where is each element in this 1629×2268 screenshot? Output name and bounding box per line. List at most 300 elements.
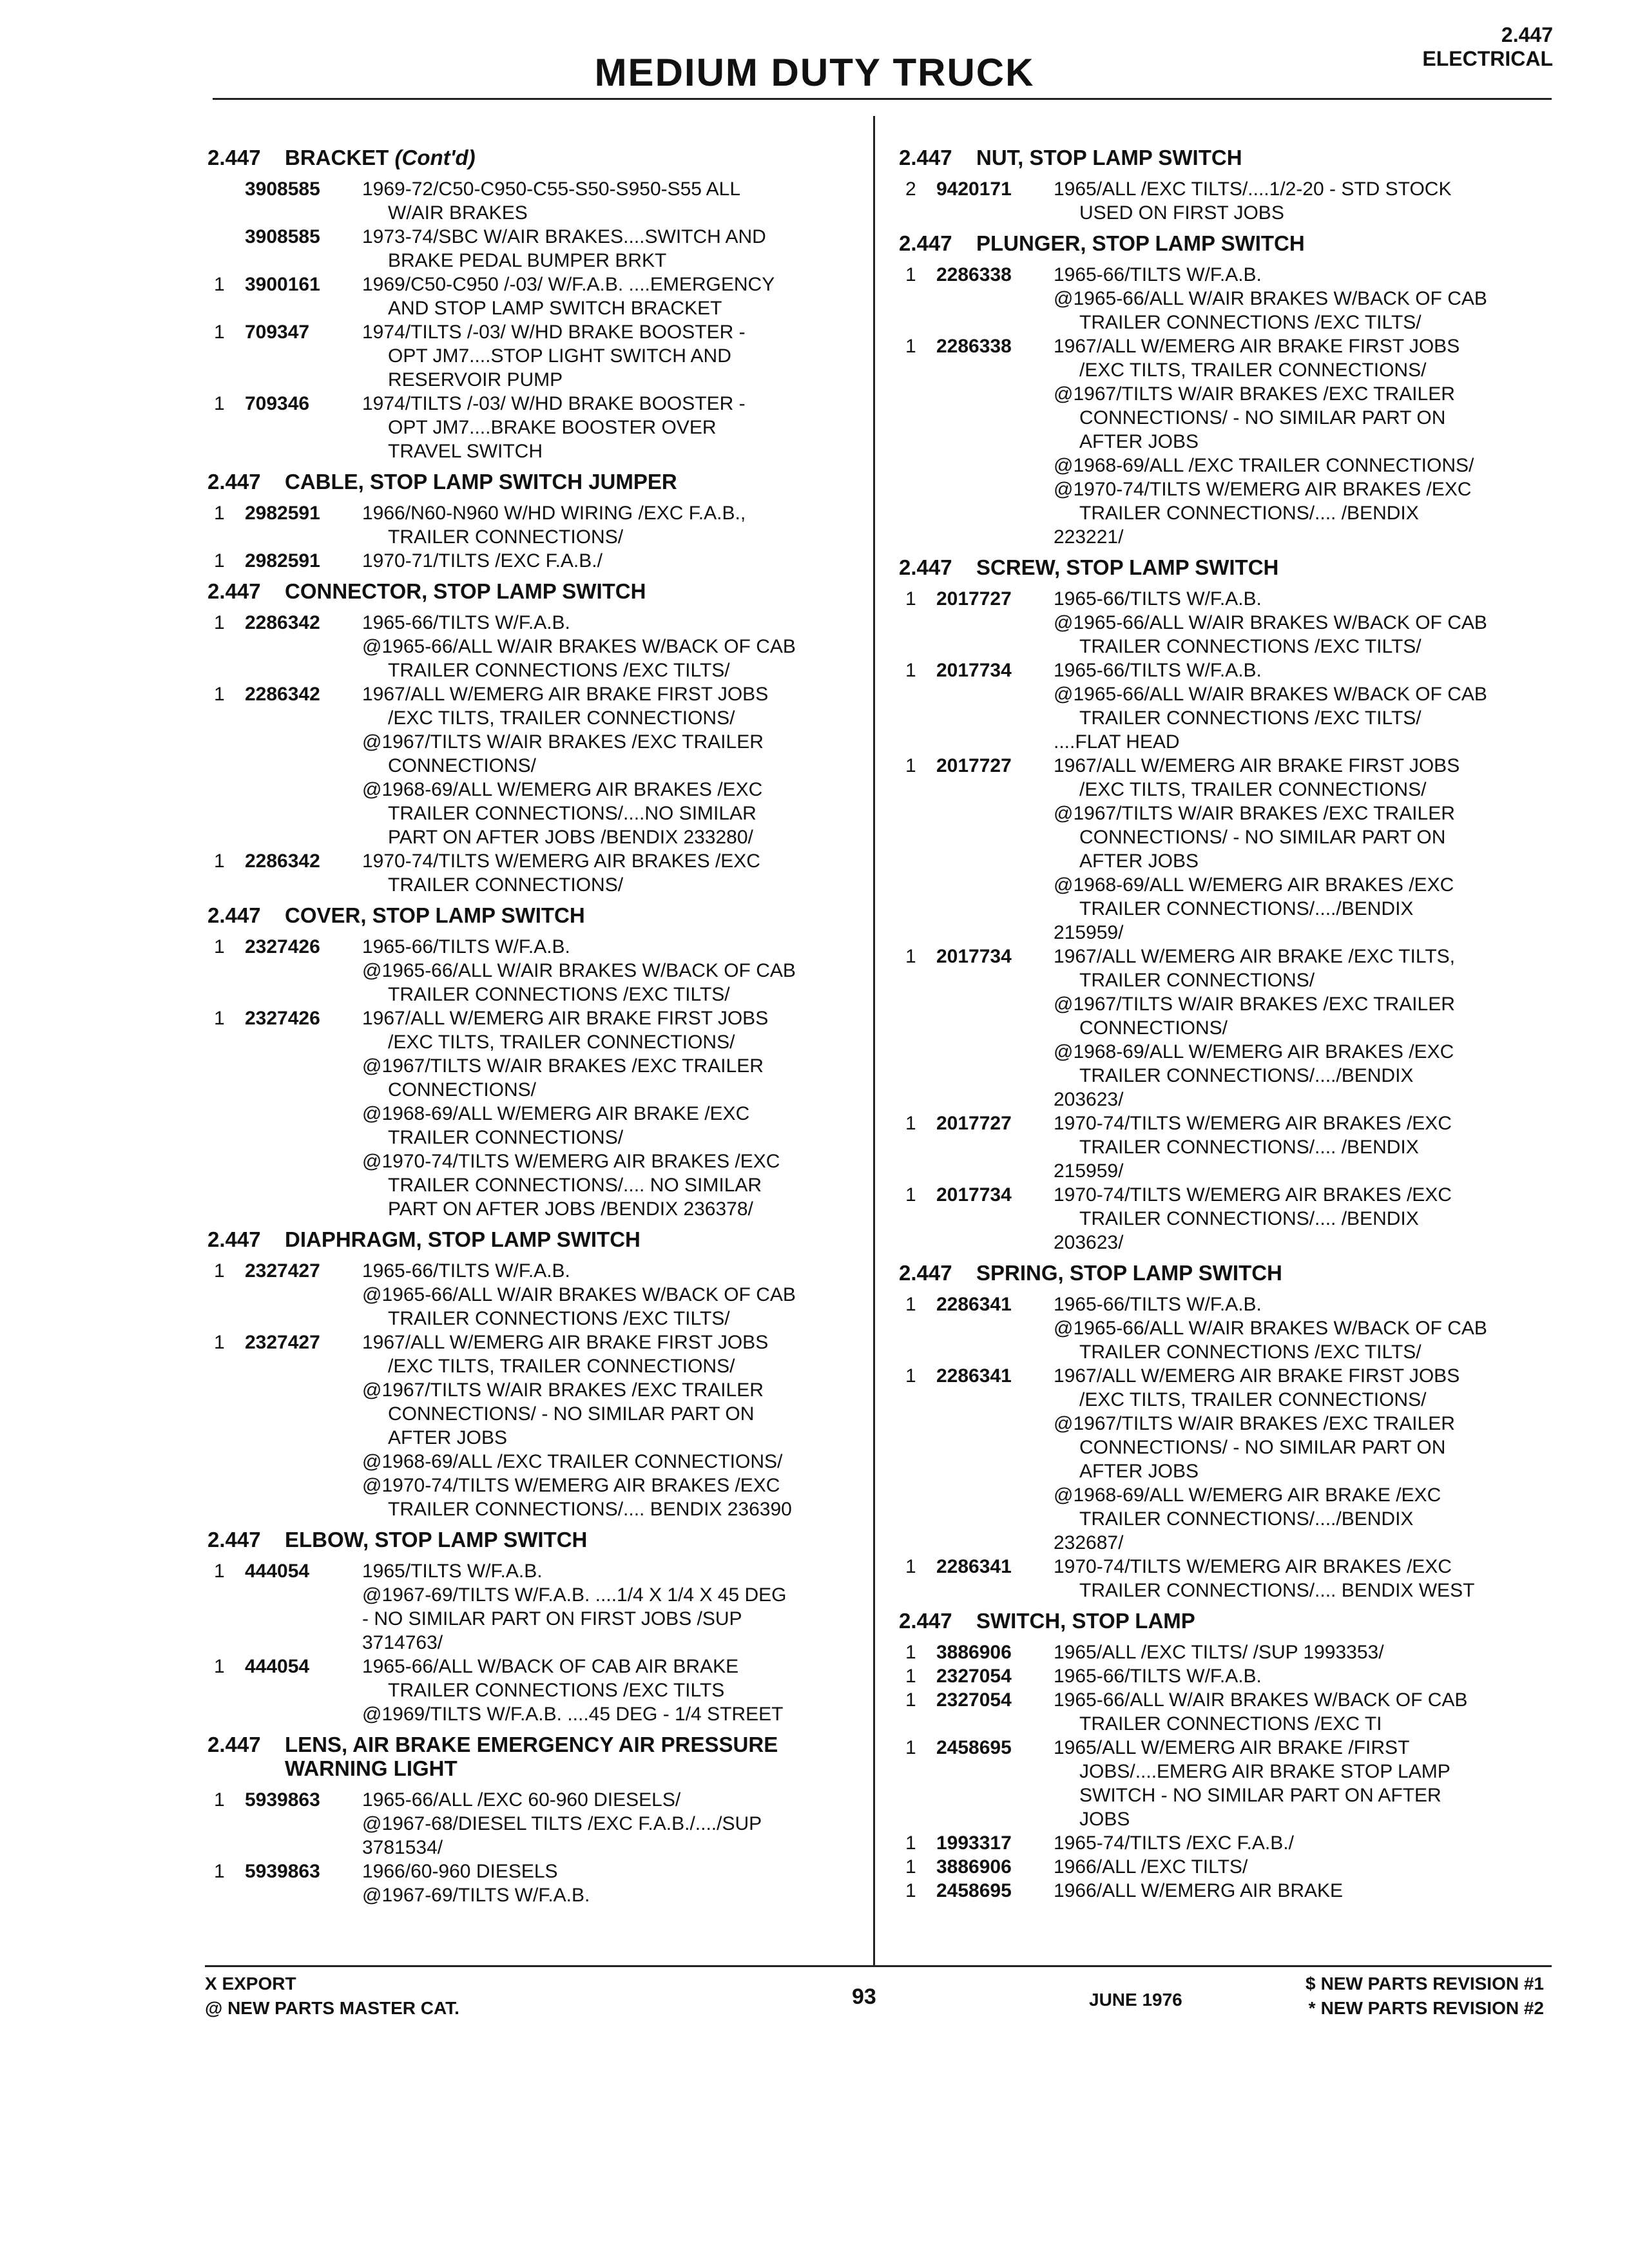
description-line: TRAILER CONNECTIONS /EXC TI [1079,1713,1382,1735]
part-description [1054,754,1569,945]
section-code: 2.447 [207,470,261,494]
part-row [899,754,1569,945]
part-number: 2458695 [936,1880,1012,1901]
description-line: 1965/ALL W/EMERG AIR BRAKE /FIRST [1054,1737,1410,1758]
part-row [899,177,1569,225]
description-line: TRAILER CONNECTIONS /EXC TILTS/ [1079,1341,1422,1363]
section-name-text: BRACKET [285,146,389,169]
description-line: @1968-69/ALL W/EMERG AIR BRAKE /EXC [1054,1485,1441,1506]
part-quantity: 1 [214,850,225,872]
part-quantity: 1 [905,660,916,681]
description-line: 1967/ALL W/EMERG AIR BRAKE FIRST JOBS [362,1008,769,1029]
part-row [207,1006,865,1221]
part-row [899,263,1569,334]
part-description [362,1559,865,1655]
section-code: 2.447 [207,1528,261,1552]
part-quantity [207,177,245,225]
revision-2 [1296,1996,1544,2021]
description-line: AFTER JOBS [1079,850,1199,872]
description-line: ....FLAT HEAD [1054,731,1180,753]
part-description [1054,177,1569,225]
section-heading [899,1609,1569,1633]
description-line: @1970-74/TILTS W/EMERG AIR BRAKES /EXC [362,1151,780,1172]
part-number: 444054 [245,1656,310,1677]
part-quantity: 1 [905,1666,916,1687]
description-line: TRAILER CONNECTIONS/..../BENDIX [1079,1065,1414,1086]
description-line: RESERVOIR PUMP [388,369,563,390]
description-line: PART ON AFTER JOBS /BENDIX 236378/ [388,1198,753,1220]
description-line: @1968-69/ALL W/EMERG AIR BRAKES /EXC [1054,874,1454,896]
part-number: 2327427 [245,1260,320,1282]
part-number: 2286342 [245,612,320,633]
section-name [285,579,865,603]
description-line: 1966/60-960 DIESELS [362,1861,558,1882]
part-quantity: 1 [905,1880,916,1901]
part-number: 5939863 [245,1789,320,1811]
part-description [1054,1555,1569,1602]
part-row [207,320,865,392]
description-line: CONNECTIONS/ [1079,1017,1228,1039]
description-line: /EXC TILTS, TRAILER CONNECTIONS/ [1079,779,1427,800]
part-number: 2327426 [245,1008,320,1029]
description-line: @1968-69/ALL /EXC TRAILER CONNECTIONS/ [362,1451,783,1472]
description-line: TRAILER CONNECTIONS/ [1079,970,1315,991]
section-heading [207,1528,865,1552]
description-line: 3781534/ [362,1837,443,1858]
part-number: 5939863 [245,1861,320,1882]
part-row [207,1655,865,1726]
part-number: 709346 [245,393,310,414]
part-quantity: 1 [214,1656,225,1677]
section-name [285,470,865,494]
part-number: 3908585 [245,178,320,200]
parts-section [207,146,865,463]
part-quantity: 1 [214,550,225,572]
parts-section [207,579,865,897]
description-line: 1970-71/TILTS /EXC F.A.B./ [362,550,602,572]
part-row [899,1855,1569,1879]
description-line: CONNECTIONS/ [388,1079,537,1100]
description-line: TRAILER CONNECTIONS/.... /BENDIX [1079,1137,1419,1158]
description-line: 1965-66/TILTS W/F.A.B. [362,936,570,957]
footer-rule [205,1965,1552,1967]
part-quantity: 1 [905,1184,916,1206]
part-description [362,549,865,573]
part-description [362,935,865,1006]
part-row [207,501,865,549]
section-name-text: SWITCH, STOP LAMP [976,1609,1195,1633]
description-line: 1965/TILTS W/F.A.B. [362,1561,543,1582]
description-line: BRAKE PEDAL BUMPER BRKT [388,250,667,271]
part-number: 2286341 [936,1365,1012,1387]
description-line: TRAILER CONNECTIONS/....NO SIMILAR [388,803,757,824]
part-number: 2286342 [245,684,320,705]
column-divider [873,116,875,1965]
part-row [899,334,1569,549]
description-line: TRAILER CONNECTIONS /EXC TILTS/ [1079,636,1422,657]
description-line: @1968-69/ALL W/EMERG AIR BRAKES /EXC [1054,1041,1454,1062]
description-line: 1965/ALL /EXC TILTS/....1/2-20 - STD STOCK [1054,178,1452,200]
part-row [207,1788,865,1860]
part-description [1054,1640,1569,1664]
part-quantity: 1 [214,1789,225,1811]
description-line: 1967/ALL W/EMERG AIR BRAKE FIRST JOBS [1054,1365,1460,1387]
part-number: 2286341 [936,1294,1012,1315]
part-row [207,935,865,1006]
section-code: 2.447 [899,1609,952,1633]
part-description [362,1259,865,1331]
description-line: CONNECTIONS/ - NO SIMILAR PART ON [388,1403,755,1425]
description-line: TRAILER CONNECTIONS /EXC TILTS/ [1079,312,1422,333]
left-column [207,140,865,1914]
part-row [207,1331,865,1521]
part-number: 2458695 [936,1737,1012,1758]
description-line: TRAILER CONNECTIONS/ [388,874,624,896]
description-line: @1967-68/DIESEL TILTS /EXC F.A.B./..../SUP [362,1813,762,1834]
part-number: 9420171 [936,178,1012,200]
part-quantity: 1 [214,322,225,343]
part-description [1054,1183,1569,1254]
part-number: 2982591 [245,503,320,524]
part-row [207,549,865,573]
section-name [285,146,865,169]
part-row [207,177,865,225]
description-line: TRAILER CONNECTIONS/.... BENDIX 236390 [388,1499,792,1520]
part-row [207,392,865,463]
description-line: 1967/ALL W/EMERG AIR BRAKE FIRST JOBS [362,1332,769,1353]
parts-section [207,903,865,1221]
description-line: @1967/TILTS W/AIR BRAKES /EXC TRAILER [1054,994,1455,1015]
description-line: @1967/TILTS W/AIR BRAKES /EXC TRAILER [1054,383,1455,405]
part-description [362,392,865,463]
footer-legend [205,1972,459,2021]
description-line: @1968-69/ALL W/EMERG AIR BRAKES /EXC [362,779,763,800]
part-number: 709347 [245,322,310,343]
description-line: 1967/ALL W/EMERG AIR BRAKE FIRST JOBS [1054,336,1460,357]
section-name-text: ELBOW, STOP LAMP SWITCH [285,1528,588,1552]
description-line: /EXC TILTS, TRAILER CONNECTIONS/ [1079,360,1427,381]
section-heading [899,231,1569,255]
section-name-text: PLUNGER, STOP LAMP SWITCH [976,231,1305,255]
part-row [899,1293,1569,1364]
description-line: 1965-66/TILTS W/F.A.B. [1054,660,1262,681]
part-row [207,611,865,682]
parts-section [207,470,865,573]
description-line: PART ON AFTER JOBS /BENDIX 233280/ [388,827,753,848]
part-description [1054,945,1569,1111]
description-line: 1965-74/TILTS /EXC F.A.B./ [1054,1832,1294,1854]
description-line: @1967/TILTS W/AIR BRAKES /EXC TRAILER [1054,803,1455,824]
section-code: 2.447 [207,579,261,603]
description-line: 1974/TILTS /-03/ W/HD BRAKE BOOSTER - [362,393,746,414]
part-quantity: 1 [905,1832,916,1854]
part-row [899,1879,1569,1903]
description-line: TRAILER CONNECTIONS /EXC TILTS/ [388,984,730,1005]
section-code: 2.447 [899,146,952,169]
description-line: @1967/TILTS W/AIR BRAKES /EXC TRAILER [362,731,764,753]
part-description [362,1860,865,1907]
publication-date: JUNE 1976 [1089,1990,1182,2010]
section-name [285,1227,865,1251]
description-line: @1967-69/TILTS W/F.A.B. [362,1885,590,1906]
part-row [207,1559,865,1655]
description-line: AFTER JOBS [388,1427,508,1448]
part-quantity: 1 [905,755,916,776]
part-number: 2327427 [245,1332,320,1353]
legend-export: X EXPORT [205,1974,296,1994]
page-code-number: 2.447 [1501,23,1553,46]
part-number: 3908585 [245,226,320,247]
description-line: @1965-66/ALL W/AIR BRAKES W/BACK OF CAB [362,636,796,657]
section-name [976,1609,1569,1633]
part-quantity: 1 [214,274,225,295]
description-line: TRAVEL SWITCH [388,441,543,462]
part-description [362,273,865,320]
section-name [285,903,865,927]
description-line: - NO SIMILAR PART ON FIRST JOBS /SUP [362,1608,742,1629]
description-line: AND STOP LAMP SWITCH BRACKET [388,298,722,319]
description-line: 203623/ [1054,1232,1124,1253]
section-heading [207,146,865,169]
description-line: /EXC TILTS, TRAILER CONNECTIONS/ [388,1356,735,1377]
description-line: W/AIR BRAKES [388,202,528,224]
description-line: 1965-66/ALL W/BACK OF CAB AIR BRAKE [362,1656,739,1677]
part-quantity: 1 [214,612,225,633]
part-description [1054,334,1569,549]
part-number: 2017727 [936,755,1012,776]
description-line: 1970-74/TILTS W/EMERG AIR BRAKES /EXC [362,850,760,872]
part-row [899,1555,1569,1602]
description-line: JOBS [1079,1809,1130,1830]
part-number: 2286338 [936,264,1012,285]
section-heading [207,1227,865,1251]
section-name [285,1528,865,1552]
part-description [362,320,865,392]
description-line: 1969/C50-C950 /-03/ W/F.A.B. ....EMERGENCY [362,274,775,295]
part-number: 3900161 [245,274,320,295]
revision-legend [1296,1972,1544,2021]
page-section-label: ELECTRICAL [1422,46,1553,70]
description-line: 1965/ALL /EXC TILTS/ /SUP 1993353/ [1054,1642,1384,1663]
section-name-text: LENS, AIR BRAKE EMERGENCY AIR PRESSURE WARNING LIGHT [285,1733,778,1780]
part-description [1054,1111,1569,1183]
description-line: TRAILER CONNECTIONS/ [388,1127,624,1148]
section-code: 2.447 [207,1733,261,1756]
description-line: @1967/TILTS W/AIR BRAKES /EXC TRAILER [362,1379,764,1401]
part-quantity: 1 [905,946,916,967]
description-line: TRAILER CONNECTIONS /EXC TILTS [388,1680,725,1701]
section-name-text: CABLE, STOP LAMP SWITCH JUMPER [285,470,677,494]
description-line: 1965-66/TILTS W/F.A.B. [1054,264,1262,285]
part-number: 2327426 [245,936,320,957]
part-row [899,1111,1569,1183]
part-quantity: 1 [905,1737,916,1758]
part-number: 2327054 [936,1666,1012,1687]
parts-section [899,146,1569,225]
part-description [1054,263,1569,334]
description-line: 215959/ [1054,1160,1124,1182]
part-quantity: 1 [905,1642,916,1663]
part-description [1054,1831,1569,1855]
part-row [899,658,1569,754]
part-description [1054,1688,1569,1736]
part-quantity: 1 [214,1260,225,1282]
part-row [899,1640,1569,1664]
description-line: @1965-66/ALL W/AIR BRAKES W/BACK OF CAB [1054,684,1487,705]
description-line: @1965-66/ALL W/AIR BRAKES W/BACK OF CAB [1054,288,1487,309]
section-name-text: SPRING, STOP LAMP SWITCH [976,1261,1282,1285]
description-line: 232687/ [1054,1532,1124,1553]
part-number: 2017727 [936,588,1012,610]
description-line: TRAILER CONNECTIONS/ [388,526,624,548]
description-line: 1966/ALL W/EMERG AIR BRAKE [1054,1880,1344,1901]
description-line: JOBS/....EMERG AIR BRAKE STOP LAMP [1079,1761,1451,1782]
revision-1-mark: $ [1305,1974,1316,1994]
description-line: AFTER JOBS [1079,431,1199,452]
section-name-text: CONNECTOR, STOP LAMP SWITCH [285,579,646,603]
part-quantity: 1 [905,1113,916,1134]
section-heading [899,555,1569,579]
description-line: 1973-74/SBC W/AIR BRAKES....SWITCH AND [362,226,766,247]
section-heading [207,1733,865,1780]
parts-section [899,1261,1569,1602]
section-code: 2.447 [207,146,261,169]
revision-2-label: NEW PARTS REVISION #2 [1320,1998,1544,2018]
part-description [362,611,865,682]
parts-section [207,1227,865,1521]
description-line: @1965-66/ALL W/AIR BRAKES W/BACK OF CAB [362,960,796,981]
description-line: TRAILER CONNECTIONS /EXC TILTS/ [1079,707,1422,729]
description-line: @1967-69/TILTS W/F.A.B. ....1/4 X 1/4 X 45 DEG [362,1584,787,1606]
section-code: 2.447 [207,903,261,927]
description-line: TRAILER CONNECTIONS/.... /BENDIX [1079,503,1419,524]
part-row [207,273,865,320]
revision-1 [1296,1972,1544,1996]
part-description [362,682,865,849]
description-line: 1969-72/C50-C950-C55-S50-S950-S55 ALL [362,178,741,200]
description-line: 1965-66/TILTS W/F.A.B. [1054,1666,1262,1687]
part-description [1054,1736,1569,1831]
page-number: 93 [852,1984,876,2009]
description-line: 1970-74/TILTS W/EMERG AIR BRAKES /EXC [1054,1113,1452,1134]
part-description [1054,1855,1569,1879]
part-row [899,1736,1569,1831]
part-quantity [207,225,245,273]
part-description [362,177,865,225]
part-row [207,682,865,849]
part-quantity: 1 [905,1365,916,1387]
section-name [976,146,1569,169]
part-row [207,1860,865,1907]
part-description [362,849,865,897]
description-line: @1965-66/ALL W/AIR BRAKES W/BACK OF CAB [1054,1318,1487,1339]
part-number: 3886906 [936,1856,1012,1878]
description-line: @1968-69/ALL /EXC TRAILER CONNECTIONS/ [1054,455,1474,476]
part-description [362,1655,865,1726]
part-quantity: 1 [214,1008,225,1029]
description-line: 1965-66/ALL W/AIR BRAKES W/BACK OF CAB [1054,1689,1468,1711]
description-line: @1965-66/ALL W/AIR BRAKES W/BACK OF CAB [362,1284,796,1305]
description-line: 3714763/ [362,1632,443,1653]
description-line: 223221/ [1054,526,1124,548]
part-quantity: 1 [214,1861,225,1882]
part-number: 3886906 [936,1642,1012,1663]
part-quantity: 1 [905,1294,916,1315]
section-name [976,555,1569,579]
description-line: 1966/N60-N960 W/HD WIRING /EXC F.A.B., [362,503,746,524]
section-name-text: COVER, STOP LAMP SWITCH [285,903,585,927]
part-number: 2286341 [936,1556,1012,1577]
description-line: 215959/ [1054,922,1124,943]
part-row [207,1259,865,1331]
description-line: 1965-66/ALL /EXC 60-960 DIESELS/ [362,1789,681,1811]
part-description [1054,1293,1569,1364]
part-number: 1993317 [936,1832,1012,1854]
part-quantity: 1 [905,588,916,610]
description-line: /EXC TILTS, TRAILER CONNECTIONS/ [1079,1389,1427,1410]
part-description [362,501,865,549]
part-row [207,225,865,273]
description-line: CONNECTIONS/ - NO SIMILAR PART ON [1079,407,1446,428]
description-line: /EXC TILTS, TRAILER CONNECTIONS/ [388,1032,735,1053]
description-line: @1969/TILTS W/F.A.B. ....45 DEG - 1/4 STREET [362,1704,784,1725]
description-line: TRAILER CONNECTIONS /EXC TILTS/ [388,1308,730,1329]
part-quantity: 1 [214,393,225,414]
revision-1-label: NEW PARTS REVISION #1 [1320,1974,1544,1994]
part-number: 2982591 [245,550,320,572]
description-line: @1965-66/ALL W/AIR BRAKES W/BACK OF CAB [1054,612,1487,633]
section-continued: (Cont'd) [394,146,476,169]
part-row [899,945,1569,1111]
part-number: 2017734 [936,660,1012,681]
part-row [899,1831,1569,1855]
description-line: @1967/TILTS W/AIR BRAKES /EXC TRAILER [362,1055,764,1077]
part-number: 2017727 [936,1113,1012,1134]
part-quantity: 1 [905,1689,916,1711]
description-line: 1970-74/TILTS W/EMERG AIR BRAKES /EXC [1054,1184,1452,1206]
part-description [1054,1664,1569,1688]
part-number: 2327054 [936,1689,1012,1711]
description-line: OPT JM7....STOP LIGHT SWITCH AND [388,345,731,367]
part-description [362,1006,865,1221]
part-description [362,1788,865,1860]
description-line: 1970-74/TILTS W/EMERG AIR BRAKES /EXC [1054,1556,1452,1577]
description-line: 1967/ALL W/EMERG AIR BRAKE FIRST JOBS [362,684,769,705]
part-row [207,849,865,897]
section-name [976,1261,1569,1285]
section-code: 2.447 [207,1227,261,1251]
description-line: 1966/ALL /EXC TILTS/ [1054,1856,1248,1878]
description-line: 1974/TILTS /-03/ W/HD BRAKE BOOSTER - [362,322,746,343]
description-line: 1965-66/TILTS W/F.A.B. [362,1260,570,1282]
part-quantity: 1 [214,684,225,705]
part-quantity: 1 [214,503,225,524]
parts-section [899,555,1569,1254]
section-name [976,231,1569,255]
description-line: TRAILER CONNECTIONS /EXC TILTS/ [388,660,730,681]
part-row [899,1183,1569,1254]
part-number: 2286338 [936,336,1012,357]
right-column [899,140,1569,1909]
description-line: AFTER JOBS [1079,1461,1199,1482]
part-description [1054,587,1569,658]
description-line: 203623/ [1054,1089,1124,1110]
part-quantity: 1 [214,1332,225,1353]
section-code: 2.447 [899,555,952,579]
part-quantity: 1 [214,1561,225,1582]
part-description [1054,1364,1569,1555]
description-line: @1970-74/TILTS W/EMERG AIR BRAKES /EXC [1054,479,1472,500]
